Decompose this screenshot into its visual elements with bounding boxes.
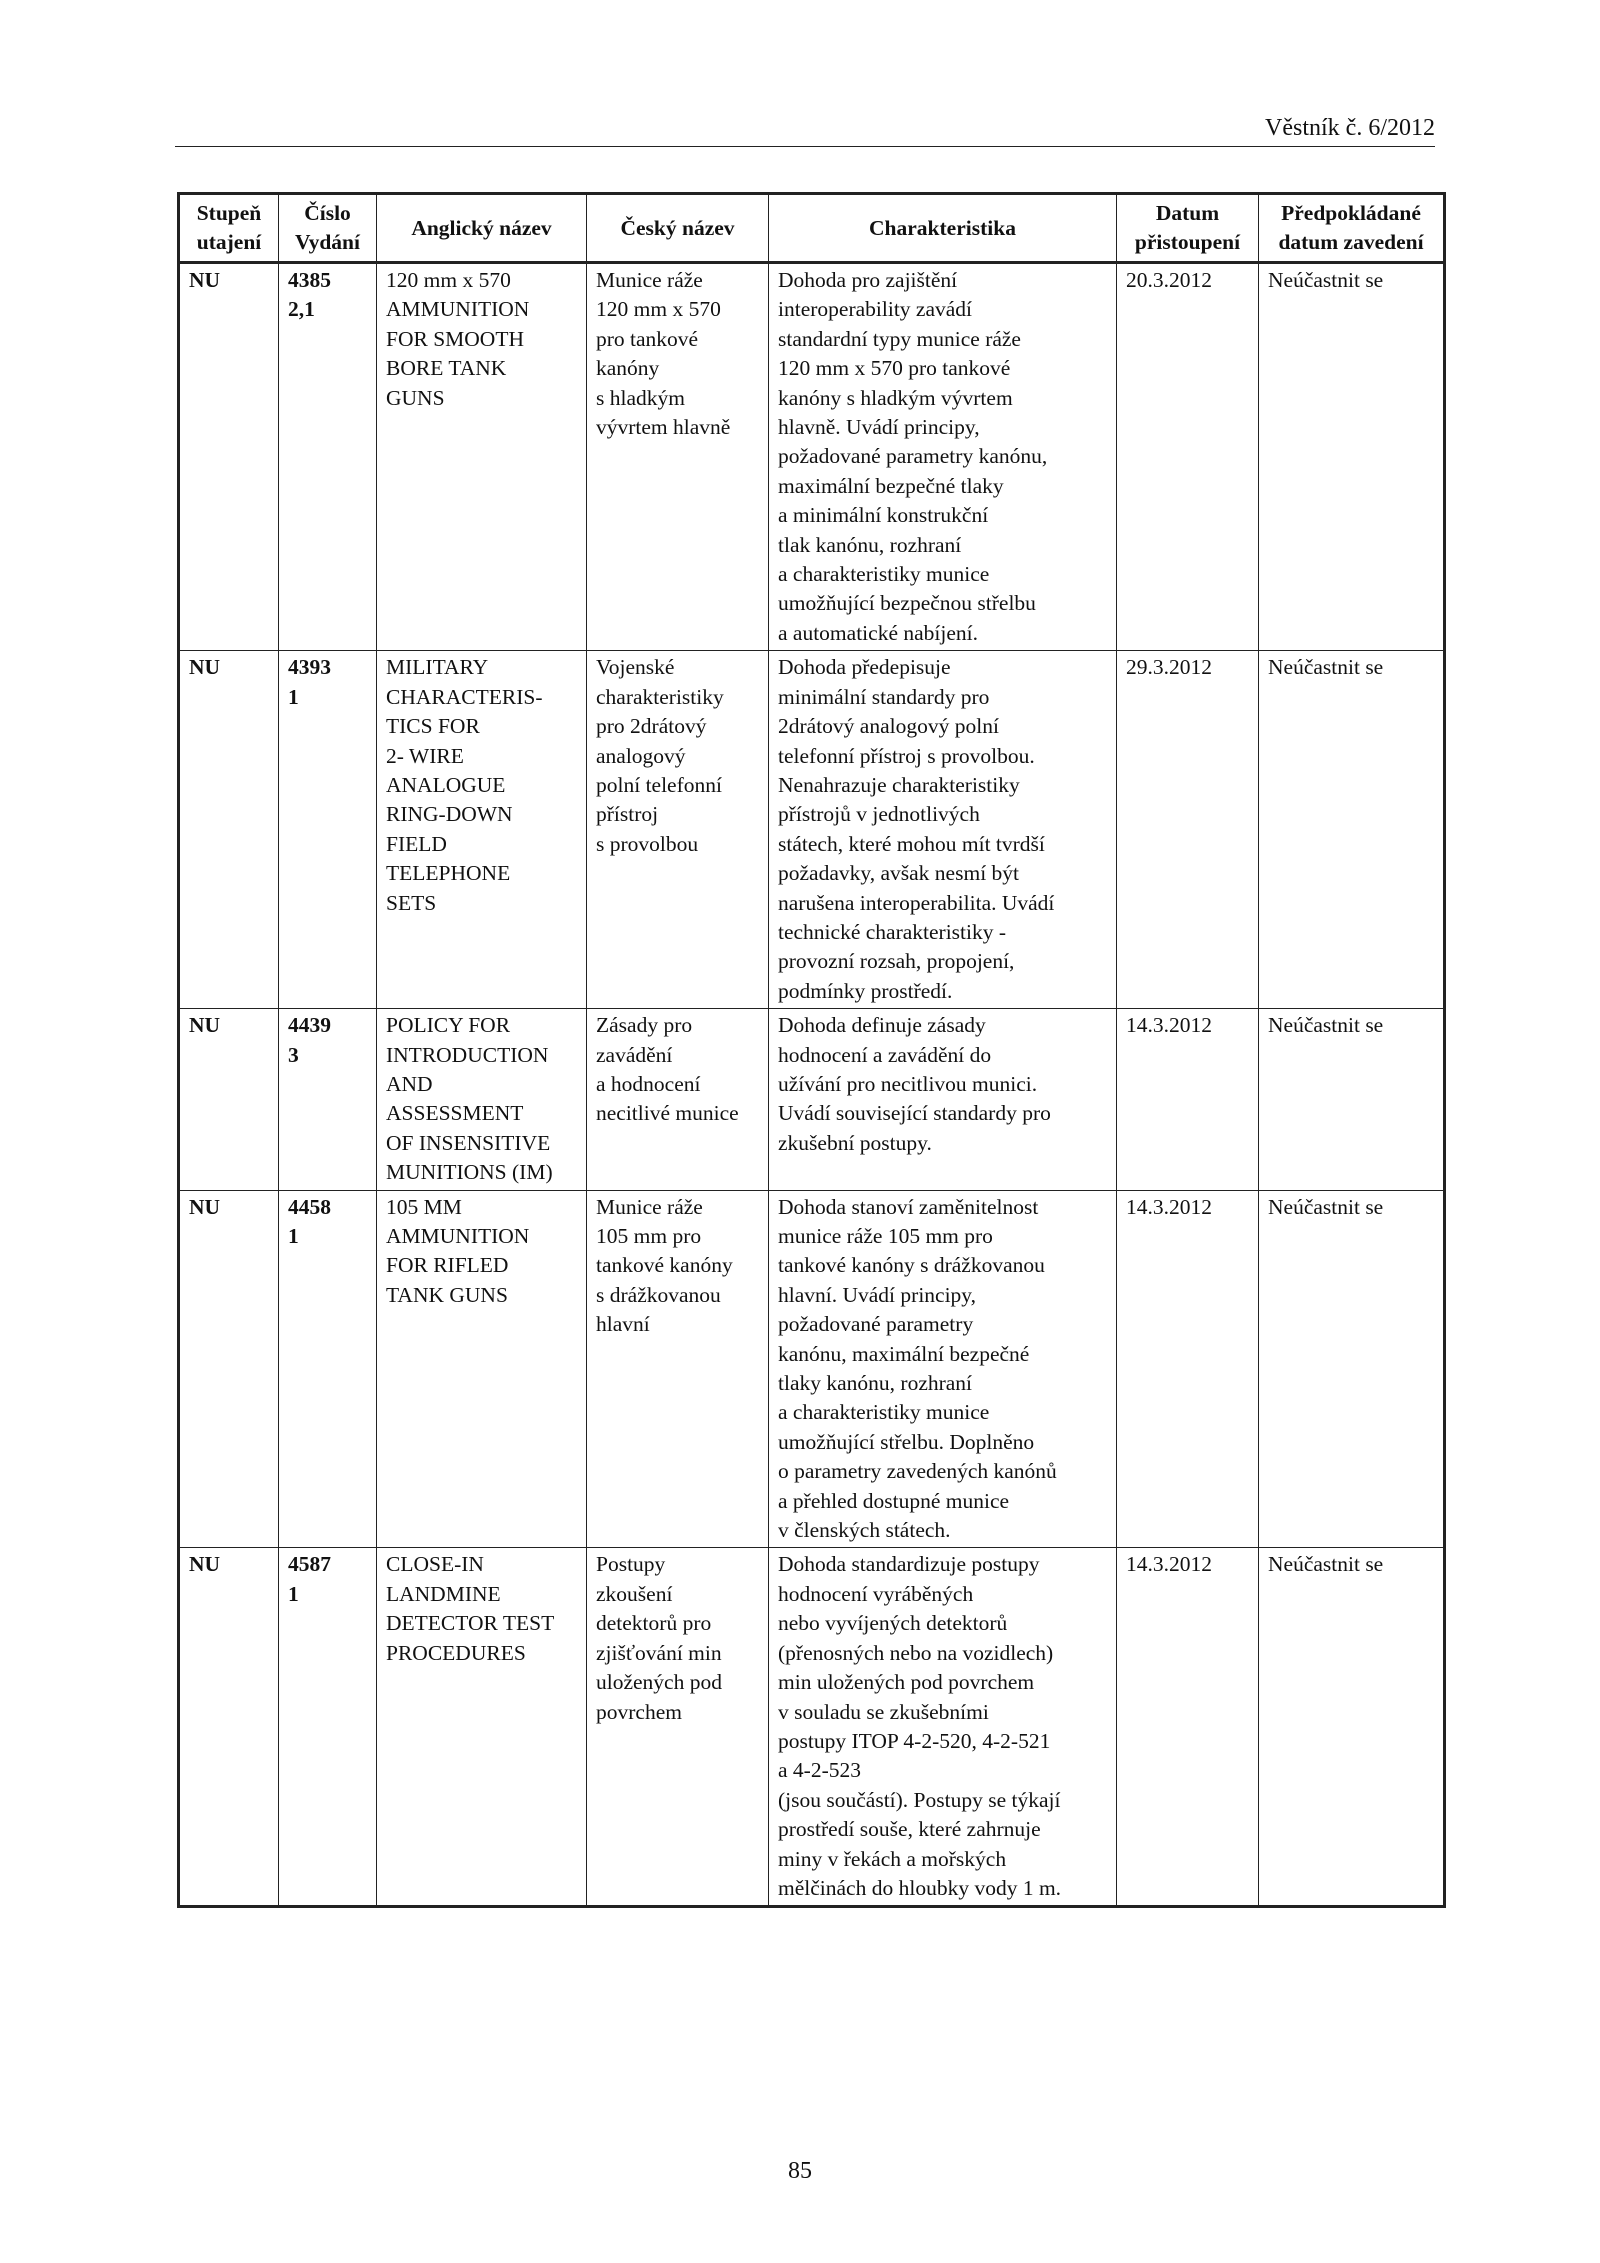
column-header-line: Český název: [620, 215, 735, 240]
cell-line: 4393: [288, 655, 331, 680]
cell-line: CLOSE-IN: [386, 1552, 484, 1577]
cell-line: Munice ráže: [596, 1194, 703, 1219]
cell-line: (jsou součástí). Postupy se týkají: [778, 1787, 1061, 1812]
cell-line: 4458: [288, 1194, 331, 1219]
cell-line: zkoušení: [596, 1581, 673, 1606]
cell-line: zavádění: [596, 1042, 673, 1067]
cell-line: kanónu, maximální bezpečné: [778, 1341, 1030, 1366]
cell-datum-zavedeni: Neúčastnit se: [1259, 651, 1445, 1009]
cell-line: PROCEDURES: [386, 1640, 526, 1665]
cell-line: kanóny s hladkým vývrtem: [778, 385, 1013, 410]
header-row: [179, 194, 1445, 263]
cell-line: a přehled dostupné munice: [778, 1488, 1010, 1513]
cell-line: podmínky prostředí.: [778, 978, 953, 1003]
column-header-line: Číslo: [304, 201, 351, 225]
cell-line: min uložených pod povrchem: [778, 1670, 1035, 1695]
cell-line: SETS: [386, 890, 437, 915]
column-header-line: Předpokládané: [1281, 201, 1421, 225]
cell-line: 105 mm pro: [596, 1224, 702, 1248]
cell-line: Postupy: [596, 1552, 666, 1577]
cell-line: provozní rozsah, propojení,: [778, 949, 1015, 974]
table-body: [179, 263, 1445, 1907]
cell-stupen: NU: [179, 263, 279, 651]
cell-line: hlavně. Uvádí principy,: [778, 415, 980, 440]
cell-line: a automatické nabíjení.: [778, 620, 978, 645]
column-header-charakteristika: [769, 194, 1117, 263]
cell-anglicky-nazev: [377, 1190, 587, 1548]
cell-line: uložených pod: [596, 1670, 722, 1695]
cell-line: Dohoda stanoví zaměnitelnost: [778, 1194, 1039, 1219]
cell-line: AMMUNITION: [386, 1224, 530, 1248]
column-header-datum: [1117, 194, 1259, 263]
cell-datum-pristoupeni: 14.3.2012: [1117, 1190, 1259, 1548]
cell-cislo: [279, 1190, 377, 1548]
table-row: [179, 1548, 1445, 1907]
cell-cesky-nazev: [587, 1009, 769, 1190]
cell-line: přístroj: [596, 802, 659, 827]
table-row: [179, 263, 1445, 651]
cell-charakteristika: [769, 1190, 1117, 1548]
table-row: [179, 1190, 1445, 1548]
column-header-line: Datum: [1155, 201, 1220, 225]
cell-line: INTRODUCTION: [386, 1042, 549, 1067]
cell-charakteristika: [769, 1548, 1117, 1907]
cell-line: 3: [288, 1042, 299, 1067]
column-header-line: Vydání: [295, 230, 360, 254]
cell-line: RING-DOWN: [386, 802, 513, 827]
cell-line: LANDMINE: [386, 1581, 501, 1606]
cell-line: a minimální konstrukční: [778, 503, 989, 528]
cell-line: GUNS: [386, 385, 445, 410]
cell-datum-zavedeni: Neúčastnit se: [1259, 1190, 1445, 1548]
cell-line: Dohoda standardizuje postupy: [778, 1552, 1040, 1577]
cell-line: munice ráže 105 mm pro: [778, 1224, 993, 1248]
cell-line: polní telefonní: [596, 772, 722, 797]
cell-line: tlak kanónu, rozhraní: [778, 532, 962, 557]
cell-line: 120 mm x 570: [386, 268, 511, 292]
cell-line: Munice ráže: [596, 268, 703, 292]
cell-line: a charakteristiky munice: [778, 1400, 990, 1425]
cell-line: 120 mm x 570 pro tankové: [778, 356, 1011, 381]
cell-line: TANK GUNS: [386, 1282, 508, 1307]
cell-line: FOR SMOOTH: [386, 326, 524, 351]
cell-stupen: NU: [179, 651, 279, 1009]
cell-line: AND: [386, 1071, 433, 1096]
cell-line: analogový: [596, 743, 686, 768]
standards-table: [177, 192, 1446, 1908]
cell-line: Vojenské: [596, 655, 675, 680]
cell-cislo: [279, 651, 377, 1009]
cell-line: ASSESSMENT: [386, 1101, 524, 1126]
cell-line: přístrojů v jednotlivých: [778, 802, 980, 827]
cell-cesky-nazev: [587, 1548, 769, 1907]
cell-line: mělčinách do hloubky vody 1 m.: [778, 1875, 1062, 1900]
cell-line: TELEPHONE: [386, 861, 511, 886]
cell-line: narušena interoperabilita. Uvádí: [778, 890, 1055, 915]
cell-line: tlaky kanónu, rozhraní: [778, 1371, 973, 1396]
cell-line: 2- WIRE: [386, 743, 464, 768]
cell-line: Dohoda předepisuje: [778, 655, 951, 680]
cell-line: standardní typy munice ráže: [778, 326, 1021, 351]
cell-line: FIELD: [386, 831, 447, 856]
cell-line: ANALOGUE: [386, 772, 506, 797]
cell-line: s provolbou: [596, 831, 699, 856]
cell-stupen: NU: [179, 1009, 279, 1190]
cell-line: maximální bezpečné tlaky: [778, 473, 1004, 498]
cell-line: umožňující střelbu. Doplněno: [778, 1429, 1035, 1454]
cell-line: FOR RIFLED: [386, 1253, 509, 1278]
cell-line: telefonní přístroj s provolbou.: [778, 743, 1035, 768]
cell-datum-pristoupeni: 20.3.2012: [1117, 263, 1259, 651]
cell-line: hodnocení a zavádění do: [778, 1042, 992, 1067]
page-number: 85: [788, 2158, 812, 2184]
cell-cislo: [279, 1548, 377, 1907]
cell-line: v souladu se zkušebními: [778, 1699, 989, 1724]
cell-cislo: [279, 263, 377, 651]
cell-line: prostředí souše, které zahrnuje: [778, 1817, 1041, 1842]
cell-line: Nenahrazuje charakteristiky: [778, 772, 1020, 797]
cell-line: Dohoda definuje zásady: [778, 1013, 986, 1038]
cell-line: a hodnocení: [596, 1071, 701, 1096]
cell-charakteristika: [769, 263, 1117, 651]
cell-line: Zásady pro: [596, 1013, 693, 1038]
cell-line: nebo vyvíjených detektorů: [778, 1611, 1008, 1636]
cell-line: státech, které mohou mít tvrdší: [778, 831, 1045, 856]
cell-datum-pristoupeni: 29.3.2012: [1117, 651, 1259, 1009]
page-header: [175, 113, 1435, 147]
cell-cislo: [279, 1009, 377, 1190]
cell-line: 1: [288, 1581, 299, 1606]
cell-cesky-nazev: [587, 1190, 769, 1548]
cell-stupen: NU: [179, 1190, 279, 1548]
cell-line: o parametry zavedených kanónů: [778, 1459, 1057, 1484]
cell-line: 4439: [288, 1013, 331, 1038]
cell-line: miny v řekách a mořských: [778, 1846, 1007, 1871]
cell-line: Dohoda pro zajištění: [778, 268, 958, 292]
column-header-line: přistoupení: [1134, 230, 1241, 254]
cell-line: kanóny: [596, 356, 660, 381]
cell-line: a 4-2-523: [778, 1758, 861, 1783]
cell-anglicky-nazev: [377, 1548, 587, 1907]
cell-line: interoperability zavádí: [778, 297, 973, 322]
cell-line: v členských státech.: [778, 1518, 951, 1543]
cell-line: 4587: [288, 1552, 331, 1577]
cell-line: TICS FOR: [386, 714, 480, 739]
cell-line: s drážkovanou: [596, 1282, 721, 1307]
cell-line: 1: [288, 684, 299, 709]
cell-line: minimální standardy pro: [778, 684, 990, 709]
cell-line: a charakteristiky munice: [778, 562, 990, 587]
column-header-line: Anglický název: [411, 215, 552, 240]
cell-line: požadavky, avšak nesmí být: [778, 861, 1020, 886]
cell-datum-pristoupeni: 14.3.2012: [1117, 1009, 1259, 1190]
cell-line: hodnocení vyráběných: [778, 1581, 974, 1606]
cell-line: Uvádí související standardy pro: [778, 1101, 1051, 1126]
column-header-zavedeni: [1259, 194, 1445, 263]
column-header-line: Charakteristika: [869, 215, 1016, 240]
column-header-stupen: [179, 194, 279, 263]
cell-line: (přenosných nebo na vozidlech): [778, 1640, 1054, 1665]
column-header-cislo: [279, 194, 377, 263]
cell-line: MILITARY: [386, 655, 489, 680]
cell-anglicky-nazev: [377, 651, 587, 1009]
cell-cesky-nazev: [587, 263, 769, 651]
cell-stupen: NU: [179, 1548, 279, 1907]
cell-line: hlavní: [596, 1312, 650, 1337]
cell-line: s hladkým: [596, 385, 685, 410]
cell-line: detektorů pro: [596, 1611, 712, 1636]
cell-datum-pristoupeni: 14.3.2012: [1117, 1548, 1259, 1907]
cell-line: zjišťování min: [596, 1640, 722, 1665]
column-header-line: utajení: [196, 230, 262, 254]
cell-line: AMMUNITION: [386, 297, 530, 322]
table-row: [179, 651, 1445, 1009]
table-row: [179, 1009, 1445, 1190]
cell-line: 2,1: [288, 297, 315, 322]
cell-line: charakteristiky: [596, 684, 724, 709]
cell-line: CHARACTERIS-: [386, 684, 543, 709]
cell-line: 1: [288, 1224, 299, 1248]
cell-line: OF INSENSITIVE: [386, 1130, 551, 1155]
cell-line: 120 mm x 570: [596, 297, 721, 322]
cell-line: technické charakteristiky -: [778, 919, 1007, 944]
cell-datum-zavedeni: Neúčastnit se: [1259, 1548, 1445, 1907]
cell-line: zkušební postupy.: [778, 1130, 932, 1155]
cell-line: BORE TANK: [386, 356, 507, 381]
column-header-cesky: [587, 194, 769, 263]
cell-line: vývrtem hlavně: [596, 415, 731, 440]
header-title: Věstník č. 6/2012: [1265, 115, 1435, 141]
cell-line: MUNITIONS (IM): [386, 1160, 553, 1185]
cell-line: 105 MM: [386, 1194, 462, 1219]
cell-line: DETECTOR TEST: [386, 1611, 555, 1636]
cell-datum-zavedeni: Neúčastnit se: [1259, 263, 1445, 651]
cell-line: 4385: [288, 268, 331, 292]
cell-line: postupy ITOP 4-2-520, 4-2-521: [778, 1728, 1051, 1753]
cell-line: hlavní. Uvádí principy,: [778, 1282, 977, 1307]
cell-line: pro 2drátový: [596, 714, 707, 739]
cell-line: tankové kanóny s drážkovanou: [778, 1253, 1045, 1278]
cell-line: 2drátový analogový polní: [778, 714, 999, 739]
cell-anglicky-nazev: [377, 1009, 587, 1190]
cell-line: tankové kanóny: [596, 1253, 733, 1278]
cell-datum-zavedeni: Neúčastnit se: [1259, 1009, 1445, 1190]
cell-line: povrchem: [596, 1699, 682, 1724]
column-header-anglicky: [377, 194, 587, 263]
cell-cesky-nazev: [587, 651, 769, 1009]
cell-line: požadované parametry kanónu,: [778, 444, 1048, 469]
cell-line: pro tankové: [596, 326, 699, 351]
column-header-line: Stupeň: [196, 201, 262, 225]
cell-anglicky-nazev: [377, 263, 587, 651]
cell-line: umožňující bezpečnou střelbu: [778, 591, 1036, 616]
cell-line: necitlivé munice: [596, 1101, 739, 1126]
cell-line: užívání pro necitlivou munici.: [778, 1071, 1038, 1096]
cell-line: POLICY FOR: [386, 1013, 511, 1038]
column-header-line: datum zavedení: [1278, 230, 1424, 254]
cell-line: požadované parametry: [778, 1312, 974, 1337]
cell-charakteristika: [769, 651, 1117, 1009]
cell-charakteristika: [769, 1009, 1117, 1190]
